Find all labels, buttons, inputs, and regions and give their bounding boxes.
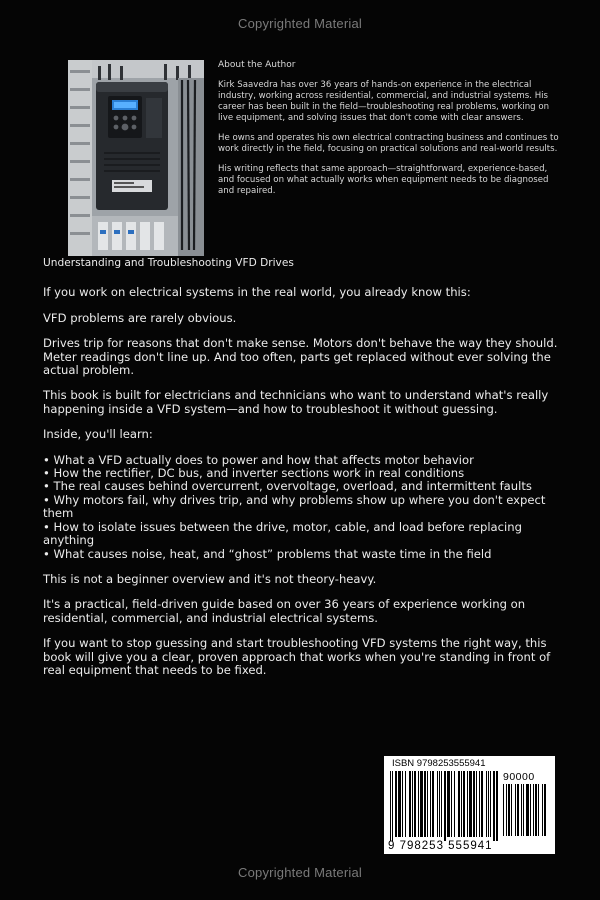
bullet-item: • What a VFD actually does to power and how that affects motor behavior	[43, 454, 563, 467]
about-paragraph: Kirk Saavedra has over 36 years of hands-on experience in the electrical industry, working across residential, commercial, and industrial systems. His career has been built in the field—troubleshooting real problems, working on live equipment, and solving issues that don't come with clear answers.	[218, 80, 550, 123]
about-heading: About the Author	[218, 60, 296, 70]
price-addon-number: 90000	[503, 771, 535, 783]
description-paragraph: It's a practical, field-driven guide based on over 36 years of experience working on residential, commercial, and industrial electrical systems.	[43, 597, 526, 625]
isbn-label: ISBN 9798253555941	[392, 758, 486, 769]
description-paragraph: VFD problems are rarely obvious.	[43, 310, 237, 325]
bullet-item: • How to isolate issues between the drive, motor, cable, and load before replacing anything	[43, 521, 563, 548]
description-paragraph: If you want to stop guessing and start troubleshooting VFD systems the right way, this book will give you a clear, proven approach that works when you're standing in front of real equipment that needs to be fixed.	[43, 636, 551, 677]
bullet-item: • The real causes behind overcurrent, overvoltage, overload, and intermittent faults	[43, 480, 563, 493]
vfd-panel-photo	[68, 60, 204, 256]
about-paragraph: His writing reflects that same approach—straightforward, experience-based, and focused on what actually works when equipment needs to be diagnosed and repaired.	[218, 164, 549, 196]
addon-barcode-icon	[503, 784, 547, 840]
bullet-item: • How the rectifier, DC bus, and inverter sections work in real conditions	[43, 467, 563, 480]
barcode-digits: 9 798253 555941	[388, 840, 493, 852]
bullet-item: • What causes noise, heat, and “ghost” problems that waste time in the field	[43, 548, 563, 561]
description-paragraph: This is not a beginner overview and it's not theory-heavy.	[43, 571, 377, 586]
book-heading: Understanding and Troubleshooting VFD Drives	[43, 257, 294, 269]
description-paragraph: If you work on electrical systems in the real world, you already know this:	[43, 285, 471, 300]
watermark-top: Copyrighted Material	[238, 16, 362, 31]
description-paragraph: Drives trip for reasons that don't make sense. Motors don't behave the way they should. Meter readings don't line up. And too often, parts get replaced without ever solving the actual problem.	[43, 336, 558, 378]
description-paragraph: This book is built for electricians and technicians who want to understand what's really happening inside a VFD system—and how to troubleshoot it without guessing.	[43, 388, 549, 416]
isbn-barcode	[384, 756, 555, 854]
ean-barcode-icon	[390, 771, 498, 841]
about-the-author	[218, 60, 563, 206]
description-paragraph: Inside, you'll learn:	[43, 427, 153, 442]
watermark-bottom: Copyrighted Material	[238, 865, 362, 880]
learning-bullet-list	[43, 454, 563, 561]
bullet-item: • Why motors fail, why drives trip, and why problems show up where you don't expect them	[43, 494, 563, 521]
book-description	[43, 257, 563, 689]
about-paragraph: He owns and operates his own electrical contracting business and continues to work directly in the field, focusing on practical solutions and real-world results.	[218, 133, 559, 154]
